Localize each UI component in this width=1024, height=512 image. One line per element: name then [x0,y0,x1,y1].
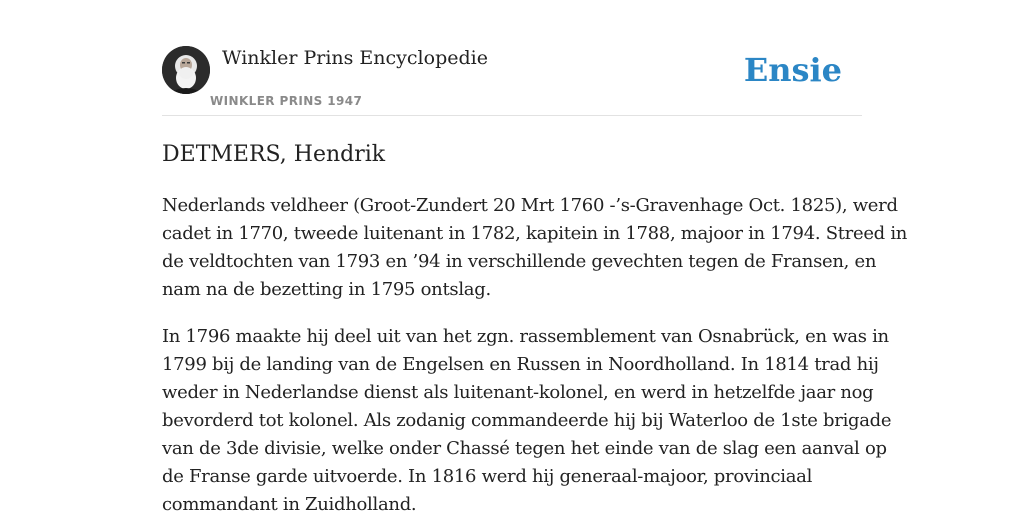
publication-title[interactable]: Winkler Prins Encyclopedie [222,47,488,69]
text-line: de veldtochten van 1793 en ’94 in verschillende gevechten tegen de Fransen, en [162,251,877,272]
text-line: nam na de bezetting in 1795 ontslag. [162,279,491,300]
brand-logo[interactable]: Ensie [743,51,842,89]
text-line: bevorderd tot kolonel. Als zodanig commandeerde hij bij Waterloo de 1ste brigade [162,410,892,431]
edition-label: WINKLER PRINS 1947 [210,94,363,108]
text-line: Nederlands veldheer (Groot-Zundert 20 Mrt 1760 -’s-Gravenhage Oct. 1825), werd [162,195,898,216]
text-line: de Franse garde uitvoerde. In 1816 werd hij generaal-majoor, provinciaal [162,466,813,487]
text-line: van de 3de divisie, welke onder Chassé tegen het einde van de slag een aanval op [162,438,887,459]
text-line: cadet in 1770, tweede luitenant in 1782, kapitein in 1788, majoor in 1794. Streed in [162,223,908,244]
text-line: weder in Nederlandse dienst als luitenant-kolonel, en werd in hetzelfde jaar nog [162,382,874,403]
article-paragraph-1 [162,192,908,304]
text-line: In 1796 maakte hij deel uit van het zgn. rassemblement van Osnabrück, en was in [162,326,889,347]
article-paragraph-2 [162,323,892,512]
text-line: 1799 bij de landing van de Engelsen en Russen in Noordholland. In 1814 trad hij [162,354,879,375]
avatar[interactable] [162,46,210,94]
portrait-avatar-icon [162,46,210,94]
article-title: DETMERS, Hendrik [162,142,386,167]
page-header [162,46,862,116]
text-line: commandant in Zuidholland. [162,494,417,512]
header-divider [162,115,862,116]
